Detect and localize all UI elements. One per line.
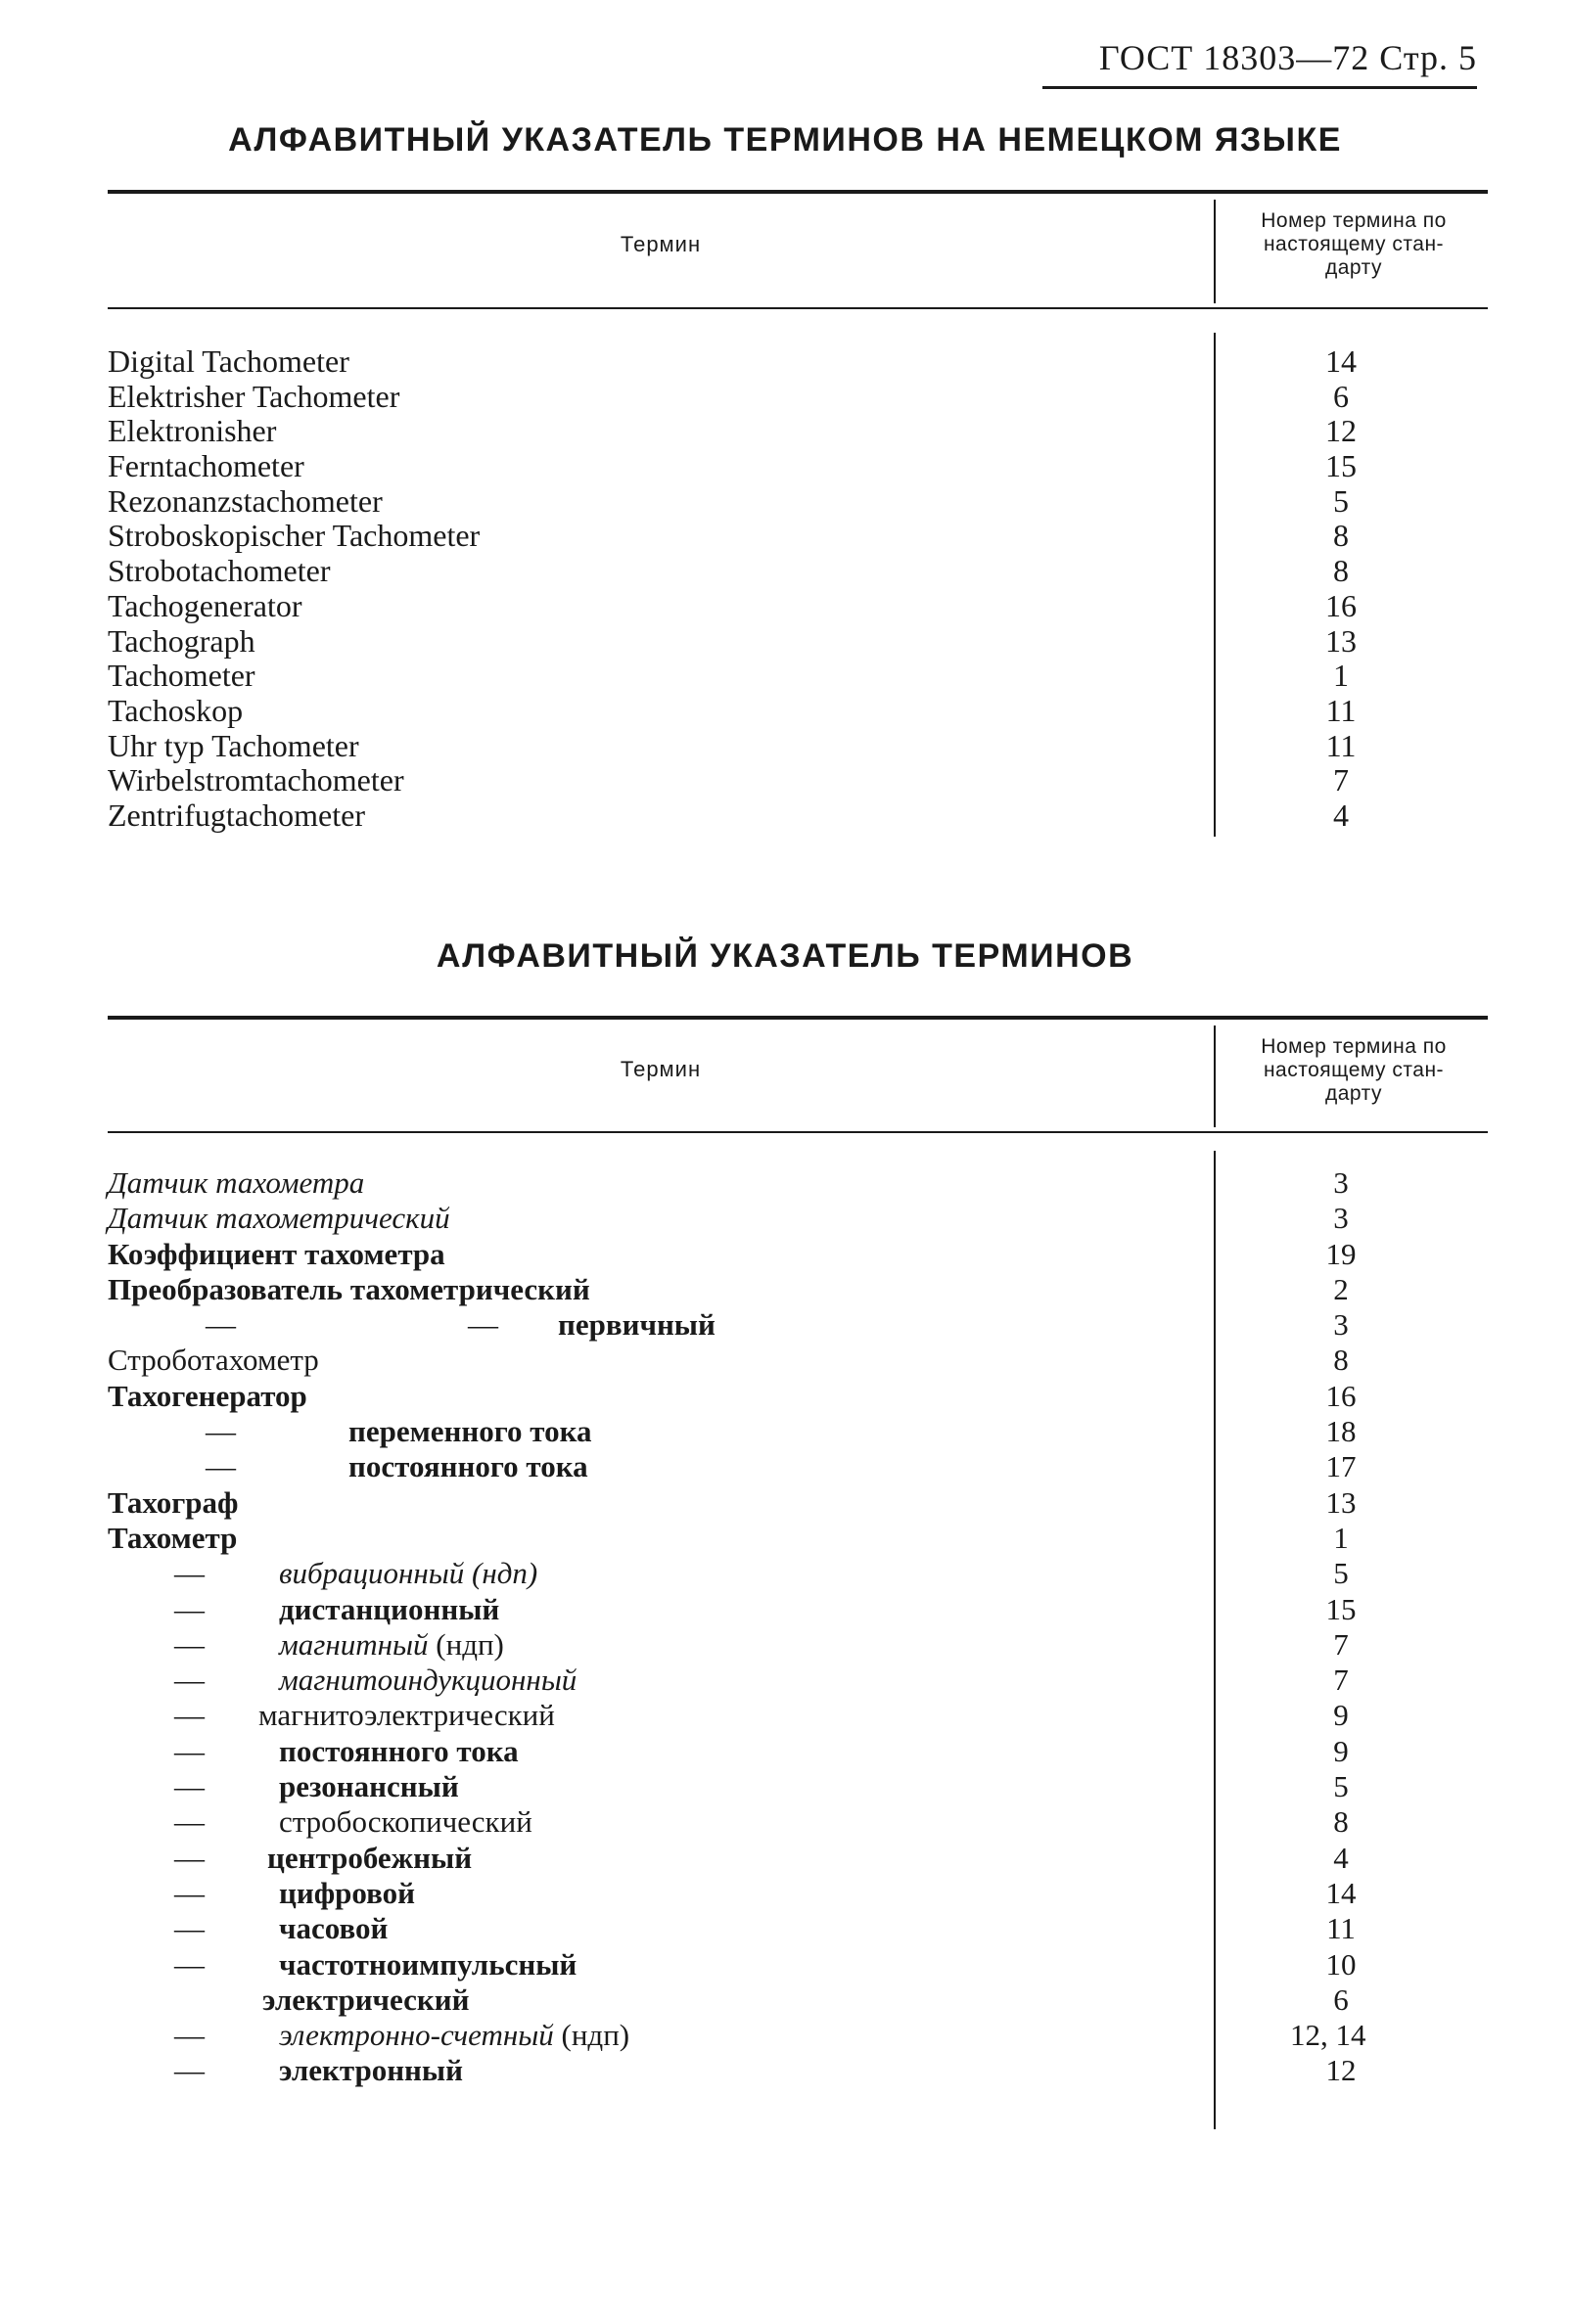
term-number: 4 xyxy=(1333,1840,1349,1875)
repeat-dash: — xyxy=(174,1840,205,1875)
russian-table-top-rule xyxy=(108,1016,1488,1020)
term-number: 6 xyxy=(1333,378,1349,414)
german-col-number-header xyxy=(1222,209,1486,280)
term: Строботахометр xyxy=(108,1343,319,1378)
russian-index-title: АЛФАВИТНЫЙ УКАЗАТЕЛЬ ТЕРМИНОВ xyxy=(436,937,1134,975)
repeat-dash: — xyxy=(174,1769,205,1804)
term-number: 9 xyxy=(1333,1698,1349,1733)
russian-col-term-header: Термин xyxy=(620,1057,702,1081)
list-item xyxy=(0,1769,1570,1804)
term: Ferntachometer xyxy=(108,448,304,484)
term-number: 8 xyxy=(1333,1804,1349,1840)
term-group xyxy=(279,1627,504,1663)
german-col-term-header: Термин xyxy=(620,232,702,256)
german-index-title: АЛФАВИТНЫЙ УКАЗАТЕЛЬ ТЕРМИНОВ НА НЕМЕЦКОМ ЯЗЫКЕ xyxy=(228,121,1342,159)
german-col-number-line3: дарту xyxy=(1324,256,1382,279)
russian-col-number-line1: Номер термина по xyxy=(1261,1035,1447,1058)
repeat-dash: — xyxy=(174,1733,205,1768)
term-number: 5 xyxy=(1333,482,1349,519)
term-number: 7 xyxy=(1333,1626,1349,1662)
list-item xyxy=(0,1165,1570,1201)
list-item xyxy=(0,519,1570,554)
list-item xyxy=(0,1414,1570,1449)
list-item xyxy=(0,1307,1570,1343)
list-item xyxy=(0,554,1570,589)
russian-term-list xyxy=(0,1165,1570,2089)
term: цифровой xyxy=(279,1875,416,1910)
term-number: 5 xyxy=(1333,1769,1349,1804)
term: электронный xyxy=(279,2053,463,2088)
repeat-dash: — xyxy=(174,1911,205,1946)
term-number: 18 xyxy=(1325,1414,1357,1449)
list-item xyxy=(0,1343,1570,1378)
repeat-dash: — xyxy=(174,1556,205,1591)
german-col-number-line1: Номер термина по xyxy=(1261,209,1447,232)
german-col-number-line2: настоящему стан- xyxy=(1263,233,1445,255)
term: Коэффициент тахометра xyxy=(108,1236,445,1271)
list-item xyxy=(0,763,1570,798)
list-item xyxy=(0,380,1570,415)
term: часовой xyxy=(279,1911,389,1946)
term: постоянного тока xyxy=(348,1449,588,1484)
term-number: 8 xyxy=(1333,518,1349,554)
term-number: 8 xyxy=(1333,1343,1349,1378)
term-number: 7 xyxy=(1333,762,1349,798)
term-number: 4 xyxy=(1333,797,1349,833)
russian-header-divider xyxy=(1214,1025,1216,1127)
term-number: 11 xyxy=(1325,692,1357,728)
list-item xyxy=(0,1804,1570,1840)
german-term-list xyxy=(0,344,1570,834)
list-item xyxy=(0,1734,1570,1769)
term: Тахогенератор xyxy=(108,1378,307,1413)
list-item xyxy=(0,414,1570,449)
term: стробоскопический xyxy=(279,1804,532,1840)
russian-table-header-rule xyxy=(108,1131,1488,1133)
term-number: 8 xyxy=(1333,553,1349,589)
list-item xyxy=(0,729,1570,764)
term: Zentrifugtachometer xyxy=(108,797,365,833)
list-item xyxy=(0,1449,1570,1484)
term: Tachoskop xyxy=(108,692,244,728)
list-item xyxy=(0,1521,1570,1556)
list-item xyxy=(0,1947,1570,1982)
term: магнитоиндукционный xyxy=(279,1663,577,1698)
term-number: 2 xyxy=(1333,1271,1349,1306)
term: Tachometer xyxy=(108,658,255,694)
term-number: 16 xyxy=(1325,1378,1357,1413)
repeat-dash: — xyxy=(468,1307,498,1343)
list-item xyxy=(0,1272,1570,1307)
term-number: 12 xyxy=(1325,2053,1357,2088)
repeat-dash: — xyxy=(206,1414,236,1449)
term-number: 1 xyxy=(1333,658,1349,694)
list-item xyxy=(0,344,1570,380)
russian-col-number-header xyxy=(1222,1035,1486,1106)
german-table-header-rule xyxy=(108,307,1488,309)
term-number: 1 xyxy=(1333,1520,1349,1555)
term-number: 11 xyxy=(1326,1911,1356,1946)
term: вибрационный (ндп) xyxy=(279,1556,538,1591)
list-item xyxy=(0,1982,1570,2018)
term: Digital Tachometer xyxy=(108,343,349,379)
term: Strobotachometer xyxy=(108,553,331,589)
term: дистанционный xyxy=(279,1591,500,1626)
term-number: 13 xyxy=(1325,622,1357,659)
list-item xyxy=(0,1592,1570,1627)
list-item xyxy=(0,798,1570,834)
term: центробежный xyxy=(267,1840,473,1875)
term: Преобразователь тахометрический xyxy=(108,1271,590,1306)
russian-col-number-line2: настоящему стан- xyxy=(1263,1059,1445,1081)
term: электронно-счетный xyxy=(279,2018,554,2053)
repeat-dash: — xyxy=(174,1946,205,1982)
list-item xyxy=(0,484,1570,520)
term-number: 7 xyxy=(1333,1663,1349,1698)
term: магнитоэлектрический xyxy=(258,1698,555,1733)
list-item xyxy=(0,1627,1570,1663)
repeat-dash: — xyxy=(174,2018,205,2053)
term-number: 3 xyxy=(1333,1307,1349,1343)
repeat-dash: — xyxy=(174,1663,205,1698)
term: Elektrisher Tachometer xyxy=(108,378,400,414)
repeat-dash: — xyxy=(174,2053,205,2088)
list-item xyxy=(0,1698,1570,1733)
term-number: 14 xyxy=(1325,1875,1357,1910)
term-number: 17 xyxy=(1325,1449,1357,1484)
term: Elektronisher xyxy=(108,413,277,449)
term: Wirbelstromtachometer xyxy=(108,762,404,798)
term: переменного тока xyxy=(348,1414,592,1449)
term-number: 14 xyxy=(1325,343,1357,379)
list-item xyxy=(0,1911,1570,1946)
term: Tachograph xyxy=(108,622,255,659)
term: частотноимпульсный xyxy=(279,1946,577,1982)
term: Датчик тахометра xyxy=(108,1165,365,1200)
list-item xyxy=(0,2018,1570,2053)
term-number: 5 xyxy=(1333,1556,1349,1591)
list-item xyxy=(0,1876,1570,1911)
term-number: 3 xyxy=(1333,1201,1349,1236)
list-item xyxy=(0,1663,1570,1698)
term: Rezonanzstachometer xyxy=(108,482,383,519)
list-item xyxy=(0,449,1570,484)
repeat-dash: — xyxy=(174,1875,205,1910)
term: Tachogenerator xyxy=(108,587,302,623)
term-number: 13 xyxy=(1325,1484,1357,1520)
term-number: 9 xyxy=(1333,1733,1349,1768)
list-item xyxy=(0,589,1570,624)
term: Датчик тахометрический xyxy=(108,1201,450,1236)
page-reference: ГОСТ 18303—72 Стр. 5 xyxy=(1098,38,1477,77)
list-item xyxy=(0,1485,1570,1521)
term: Тахограф xyxy=(108,1484,239,1520)
term-number: 16 xyxy=(1325,587,1357,623)
repeat-dash: — xyxy=(174,1804,205,1840)
list-item xyxy=(0,659,1570,694)
repeat-dash: — xyxy=(174,1591,205,1626)
term-suffix: (ндп) xyxy=(561,2018,630,2053)
term-number: 15 xyxy=(1325,1591,1357,1626)
term: Uhr typ Tachometer xyxy=(108,727,359,763)
term-number: 12 xyxy=(1325,413,1357,449)
term: магнитный xyxy=(279,1626,429,1662)
term: первичный xyxy=(558,1307,716,1343)
list-item xyxy=(0,1556,1570,1591)
repeat-dash: — xyxy=(206,1307,236,1343)
list-item xyxy=(0,694,1570,729)
repeat-dash: — xyxy=(174,1698,205,1733)
term-number: 6 xyxy=(1333,1982,1349,2017)
term: постоянного тока xyxy=(279,1733,519,1768)
term: резонансный xyxy=(279,1769,459,1804)
term: Stroboskopischer Tachometer xyxy=(108,518,481,554)
list-item xyxy=(0,2053,1570,2088)
term-suffix: (ндп) xyxy=(436,1626,504,1662)
term-group xyxy=(279,2018,629,2053)
german-table-top-rule xyxy=(108,190,1488,194)
term-number: 15 xyxy=(1325,448,1357,484)
repeat-dash: — xyxy=(206,1449,236,1484)
list-item xyxy=(0,1201,1570,1236)
list-item xyxy=(0,624,1570,660)
repeat-dash: — xyxy=(174,1626,205,1662)
term-number: 10 xyxy=(1325,1946,1357,1982)
list-item xyxy=(0,1841,1570,1876)
header-underline xyxy=(1042,86,1477,89)
term-number: 3 xyxy=(1333,1165,1349,1200)
russian-col-number-line3: дарту xyxy=(1324,1082,1382,1105)
term: электрический xyxy=(262,1982,470,2017)
german-header-divider xyxy=(1214,200,1216,303)
term-number: 19 xyxy=(1325,1236,1357,1271)
list-item xyxy=(0,1237,1570,1272)
term: Тахометр xyxy=(108,1520,238,1555)
term-number: 11 xyxy=(1325,727,1357,763)
list-item xyxy=(0,1379,1570,1414)
term-number: 12, 14 xyxy=(1290,2018,1366,2053)
